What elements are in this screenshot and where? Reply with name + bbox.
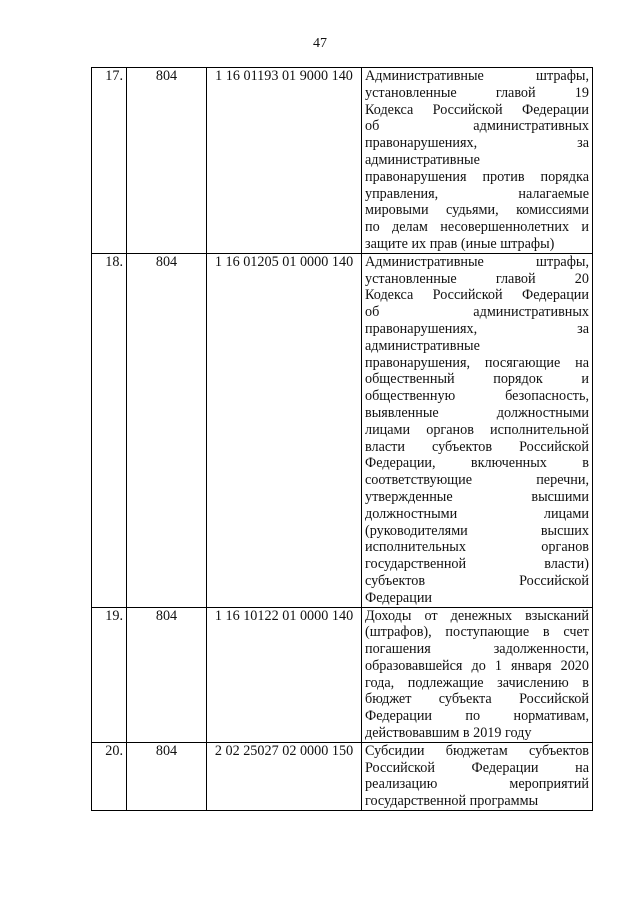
administrator-code: 804 (127, 742, 207, 810)
description-line: соответствующие перечни, (365, 472, 589, 489)
description-line: Федерации (365, 589, 433, 606)
description-line: выявленные должностными (365, 404, 589, 421)
description-line: по делам несовершеннолетних и (365, 219, 589, 236)
row-number: 20. (92, 742, 127, 810)
description-line: субъектов Российской (365, 572, 589, 589)
page-number: 47 (313, 36, 327, 51)
description-line: Кодекса Российской Федерации (365, 101, 589, 118)
description-line: (штрафов), поступающие в счет (365, 624, 589, 641)
description-line: реализацию мероприятий (365, 776, 589, 793)
description-line: бюджет субъекта Российской (365, 691, 589, 708)
description-line: правонарушения, посягающие на (365, 354, 589, 371)
row-number: 17. (92, 68, 127, 254)
table-row (92, 253, 593, 607)
description-line: образовавшейся до 1 января 2020 (365, 657, 589, 674)
description-line: Кодекса Российской Федерации (365, 287, 589, 304)
description-line: утвержденные высшими (365, 488, 589, 505)
description-line: правонарушения против порядка (365, 168, 589, 185)
revenue-description (362, 742, 593, 810)
budget-classification-code: 1 16 01193 01 9000 140 (207, 68, 362, 254)
table-row (92, 742, 593, 810)
description-line: Доходы от денежных взысканий (365, 607, 589, 624)
description-line: установленные главой 19 (365, 84, 589, 101)
description-line: исполнительных органов (365, 539, 589, 556)
budget-classification-code: 1 16 10122 01 0000 140 (207, 607, 362, 742)
revenue-codes-table (91, 67, 593, 811)
description-line: Федерации по нормативам, (365, 708, 589, 725)
description-line: общественный порядок и (365, 371, 589, 388)
budget-classification-code: 1 16 01205 01 0000 140 (207, 253, 362, 607)
description-line: управления, налагаемые (365, 185, 589, 202)
description-line: действовавшим в 2019 году (365, 725, 532, 742)
description-line: общественную безопасность, (365, 388, 589, 405)
description-line: административные (365, 337, 480, 354)
row-number: 19. (92, 607, 127, 742)
description-line: об административных (365, 304, 589, 321)
description-line: Субсидии бюджетам субъектов (365, 742, 589, 759)
description-line: Федерации, включенных в (365, 455, 589, 472)
description-line: административные (365, 151, 480, 168)
description-line: должностными лицами (365, 505, 589, 522)
description-line: установленные главой 20 (365, 270, 589, 287)
description-line: (руководителями высших (365, 522, 589, 539)
description-line: государственной программы (365, 793, 539, 810)
revenue-description (362, 253, 593, 607)
description-line: погашения задолженности, (365, 641, 589, 658)
administrator-code: 804 (127, 253, 207, 607)
description-line: лицами органов исполнительной (365, 421, 589, 438)
description-line: государственной власти) (365, 556, 589, 573)
description-line: правонарушениях, за (365, 135, 589, 152)
description-line: правонарушениях, за (365, 320, 589, 337)
budget-classification-code: 2 02 25027 02 0000 150 (207, 742, 362, 810)
table-row (92, 68, 593, 254)
description-line: об административных (365, 118, 589, 135)
administrator-code: 804 (127, 68, 207, 254)
description-line: Российской Федерации на (365, 759, 589, 776)
description-line: власти субъектов Российской (365, 438, 589, 455)
row-number: 18. (92, 253, 127, 607)
description-line: мировыми судьями, комиссиями (365, 202, 589, 219)
description-line: защите их прав (иные штрафы) (365, 235, 555, 252)
revenue-description (362, 607, 593, 742)
administrator-code: 804 (127, 607, 207, 742)
description-line: Административные штрафы, (365, 68, 589, 84)
table-row (92, 607, 593, 742)
description-line: года, подлежащие зачислению в (365, 674, 589, 691)
description-line: Административные штрафы, (365, 253, 589, 270)
revenue-description (362, 68, 593, 254)
